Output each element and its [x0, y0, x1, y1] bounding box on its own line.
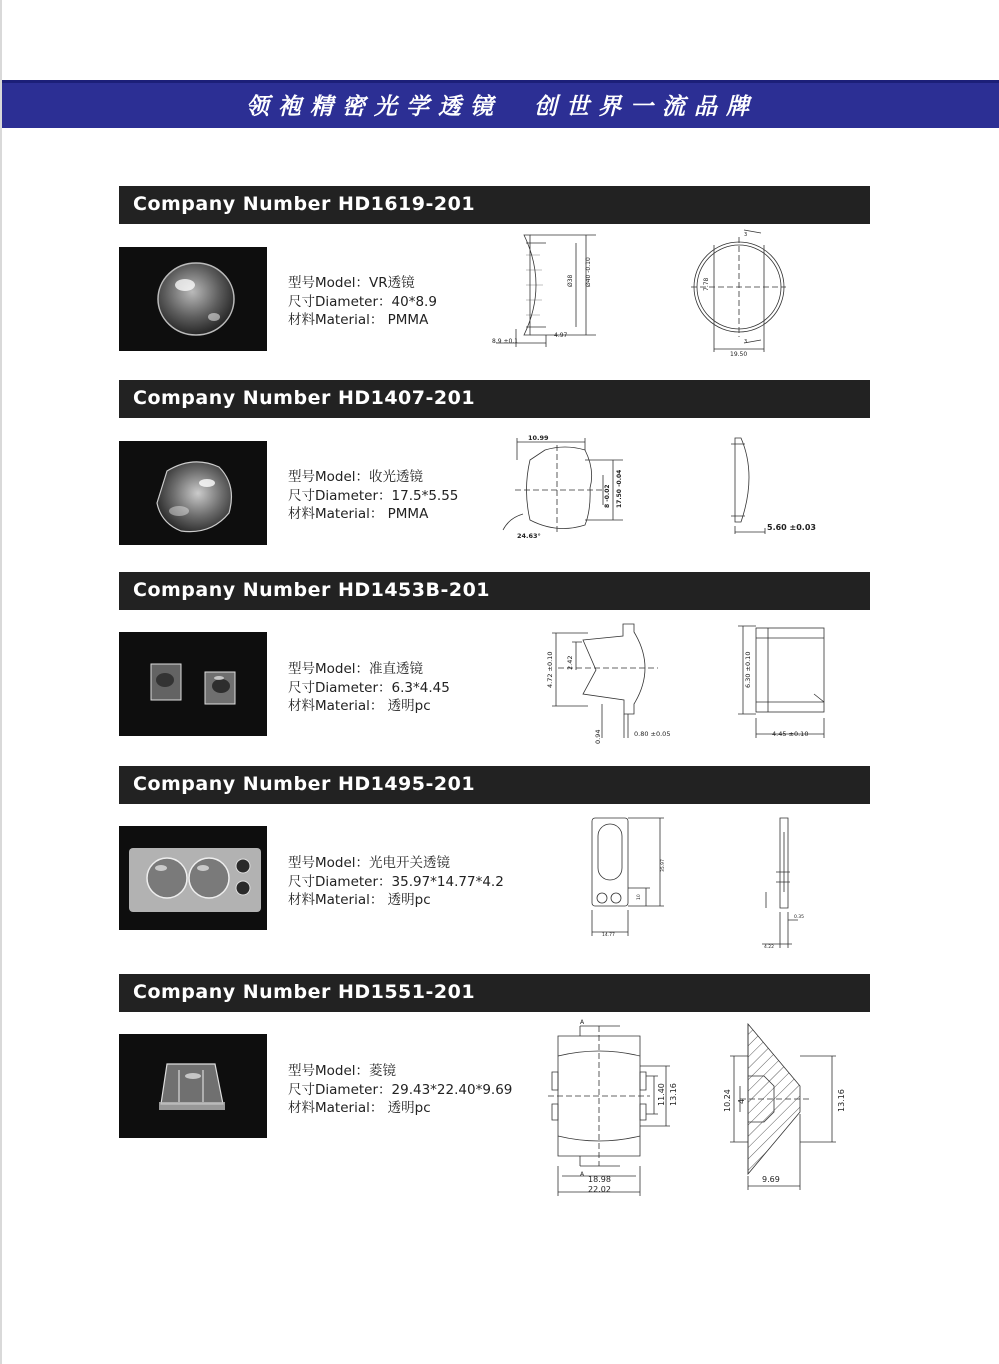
dim-label: 4 — [737, 1098, 746, 1104]
dim-label: 7.78 — [703, 277, 710, 291]
product-photo-collecting-lens — [119, 441, 267, 545]
dim-label: Ø38 — [567, 274, 574, 287]
dim-label: 2.42 — [566, 655, 574, 670]
dim-label: A — [580, 1171, 585, 1178]
dim-label: 13.16 — [669, 1083, 678, 1106]
dim-label: 9.69 — [762, 1175, 780, 1184]
dim-label: 10.99 — [528, 434, 549, 442]
product-specs — [288, 468, 458, 524]
dim-label: 0.35 — [794, 915, 805, 920]
dim-label: 6.30 ±0.10 — [744, 651, 752, 688]
product-specs — [288, 274, 437, 330]
product-title: Company Number HD1407-201 — [133, 387, 476, 409]
product-title: Company Number HD1495-201 — [133, 773, 476, 795]
product-specs — [288, 1062, 512, 1118]
dim-label: 0.94 — [594, 729, 602, 744]
dim-label: 8.9 ±0.1 — [492, 338, 519, 345]
dim-label: 10 — [637, 894, 642, 900]
technical-drawing-hd1619 — [486, 225, 816, 360]
product-title: Company Number HD1551-201 — [133, 981, 476, 1003]
spec-model: 型号Model：准直透镜 — [288, 661, 424, 677]
product-header-hd1619 — [119, 186, 870, 224]
product-photo-photoelectric-switch-lens — [119, 826, 267, 930]
dim-label: 3 — [744, 232, 748, 238]
spec-material: 材料Material： 透明pc — [288, 1100, 431, 1116]
spec-material: 材料Material： PMMA — [288, 506, 429, 522]
dim-label: Ø40 -0.10 — [585, 257, 592, 287]
product-specs — [288, 660, 450, 716]
spec-diameter: 尺寸Diameter：6.3*4.45 — [288, 679, 450, 696]
product-header-hd1453b — [119, 572, 870, 610]
product-photo-vr-lens — [119, 247, 267, 351]
dim-label: 4.72 ±0.10 — [546, 651, 554, 688]
slogan-right: 创世界一流品牌 — [534, 93, 758, 120]
product-specs — [288, 854, 504, 910]
dim-label: 14.77 — [602, 933, 615, 938]
slogan-left: 领袍精密光学透镜 — [246, 93, 502, 120]
dim-label: 8 -0.02 — [604, 484, 611, 508]
spec-material: 材料Material： PMMA — [288, 312, 429, 328]
dim-label: 10.24 — [723, 1089, 732, 1112]
spec-model: 型号Model：光电开关透镜 — [288, 855, 451, 871]
page-edge — [0, 0, 2, 1364]
product-photo-prism-lens — [119, 1034, 267, 1138]
dim-label: A — [580, 1019, 585, 1026]
spec-diameter: 尺寸Diameter：40*8.9 — [288, 293, 437, 310]
dim-label: 19.50 — [730, 351, 748, 358]
dim-label: 35.97 — [661, 859, 666, 872]
dim-label: 22.02 — [588, 1185, 611, 1194]
dim-label: 4.45 ±0.10 — [772, 730, 809, 738]
product-title: Company Number HD1453B-201 — [133, 579, 491, 601]
dim-label: 4.22 — [764, 945, 775, 950]
product-photo-collimating-lens — [119, 632, 267, 736]
spec-model: 型号Model：VR透镜 — [288, 275, 415, 291]
technical-drawing-hd1495 — [580, 812, 820, 957]
product-header-hd1407 — [119, 380, 870, 418]
product-header-hd1551 — [119, 974, 870, 1012]
product-header-hd1495 — [119, 766, 870, 804]
spec-material: 材料Material： 透明pc — [288, 698, 431, 714]
technical-drawing-hd1453b — [538, 618, 838, 748]
dim-label: 18.98 — [588, 1175, 611, 1184]
dim-label: 13.16 — [837, 1089, 846, 1112]
prism-body — [161, 1064, 223, 1104]
spec-diameter: 尺寸Diameter：29.43*22.40*9.69 — [288, 1081, 513, 1098]
slogan-banner — [2, 80, 999, 128]
dim-label: 4.97 — [554, 332, 568, 339]
spec-diameter: 尺寸Diameter：35.97*14.77*4.2 — [288, 873, 504, 890]
dim-label: 3 — [744, 339, 748, 345]
dim-label: 24.63° — [517, 532, 541, 540]
dim-label: 0.80 ±0.05 — [634, 730, 671, 738]
spec-model: 型号Model：收光透镜 — [288, 469, 424, 485]
dim-label: 11.40 — [657, 1083, 666, 1106]
spec-material: 材料Material： 透明pc — [288, 892, 431, 908]
dim-label: 17.50 -0.04 — [616, 469, 623, 508]
spec-diameter: 尺寸Diameter：17.5*5.55 — [288, 487, 459, 504]
product-title: Company Number HD1619-201 — [133, 193, 476, 215]
technical-drawing-hd1551 — [540, 1016, 870, 1198]
spec-model: 型号Model：菱镜 — [288, 1063, 397, 1079]
dim-label: 5.60 ±0.03 — [767, 523, 816, 532]
technical-drawing-hd1407 — [495, 430, 825, 545]
